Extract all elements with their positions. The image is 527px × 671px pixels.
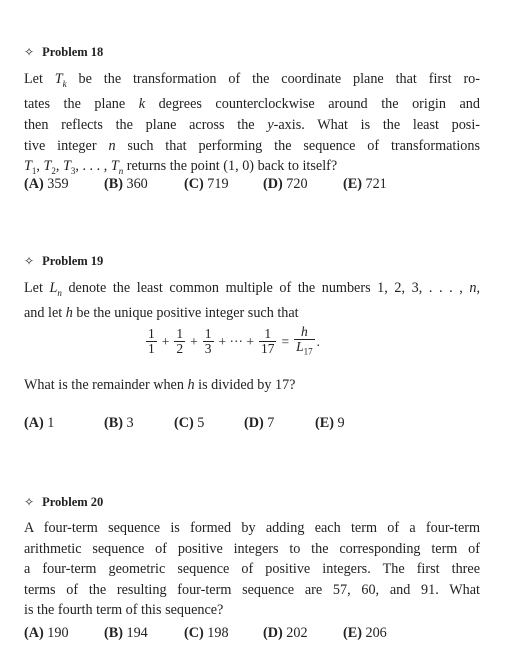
fraction: $\frac{1}{2}$ <box>176 326 184 357</box>
problem-20-text <box>24 518 480 621</box>
text-line: terms of the resulting four-term sequence are 57, 60, and 91. What <box>24 581 480 598</box>
text-line: Let $T_k$ be the transformation of the coordinate plane that first ro- <box>24 71 481 89</box>
choice-b[interactable]: (B) 194 <box>104 625 148 641</box>
star-icon: ✧ <box>24 254 35 268</box>
star-icon: ✧ <box>24 45 35 59</box>
problem-title: Problem 20 <box>42 495 104 509</box>
fraction: $\frac{1}{3}$ <box>204 326 212 357</box>
problem-title: Problem 19 <box>42 254 104 268</box>
choice-a[interactable]: (A) 359 <box>24 176 69 192</box>
text-line: tive integer n such that performing the sequence of transformations <box>24 137 480 154</box>
choice-d[interactable]: (D) 720 <box>263 176 308 192</box>
choice-d[interactable]: (D) 202 <box>263 625 308 641</box>
problem-19-text <box>24 278 480 324</box>
text-line: and let h be the unique positive integer such that <box>24 305 299 322</box>
text-line: tates the plane k degrees counterclockwise around the origin and <box>24 96 480 113</box>
text-line: What is the remainder when h is divided by 17? <box>24 377 296 393</box>
text-line: arithmetic sequence of positive integers to the corresponding term of <box>24 540 480 557</box>
fraction: $\frac{1}{1}$ <box>148 326 155 357</box>
choice-a[interactable]: (A) 1 <box>24 415 55 431</box>
problem-18-text <box>24 69 480 182</box>
choice-c[interactable]: (C) 719 <box>184 176 229 192</box>
problem-19-equation: $\frac{1}{1}$ + $\frac{1}{2}$ + $\frac{1}{3}$ + ··· + $\frac{1}{17}$ = $\frac{h}{L_{17}}$ . <box>148 324 320 357</box>
choice-e[interactable]: (E) 206 <box>343 625 387 641</box>
text-line: A four-term sequence is formed by adding each term of a four-term <box>24 520 480 536</box>
fraction: $\frac{1}{17}$ <box>260 326 275 357</box>
text-line: then reflects the plane across the y-axis. What is the least posi- <box>24 117 480 134</box>
choice-c[interactable]: (C) 198 <box>184 625 229 641</box>
choice-c[interactable]: (C) 5 <box>174 415 205 431</box>
text-line: a four-term geometric sequence of positive integers. The first three <box>24 561 480 578</box>
choice-e[interactable]: (E) 9 <box>315 415 345 431</box>
problem-19-heading <box>24 254 103 269</box>
fraction-rhs: $\frac{h}{L_{17}}$ <box>296 324 313 357</box>
problem-20-heading <box>24 495 103 510</box>
text-line: is the fourth term of this sequence? <box>24 602 224 619</box>
choice-d[interactable]: (D) 7 <box>244 415 275 431</box>
choice-b[interactable]: (B) 360 <box>104 176 148 192</box>
problem-18-heading <box>24 45 103 60</box>
choice-b[interactable]: (B) 3 <box>104 415 134 431</box>
text-line: $T_1$, $T_2$, $T_3$, . . . , $T_n$ returns the point (1, 0) back to itself? <box>24 158 338 177</box>
text-line: Let $L_n$ denote the least common multiple of the numbers 1, 2, 3, . . . , n, <box>24 280 480 298</box>
problem-19-question <box>24 375 480 396</box>
choice-a[interactable]: (A) 190 <box>24 625 69 641</box>
star-icon: ✧ <box>24 495 35 509</box>
choice-e[interactable]: (E) 721 <box>343 176 387 192</box>
problem-title: Problem 18 <box>42 45 104 59</box>
